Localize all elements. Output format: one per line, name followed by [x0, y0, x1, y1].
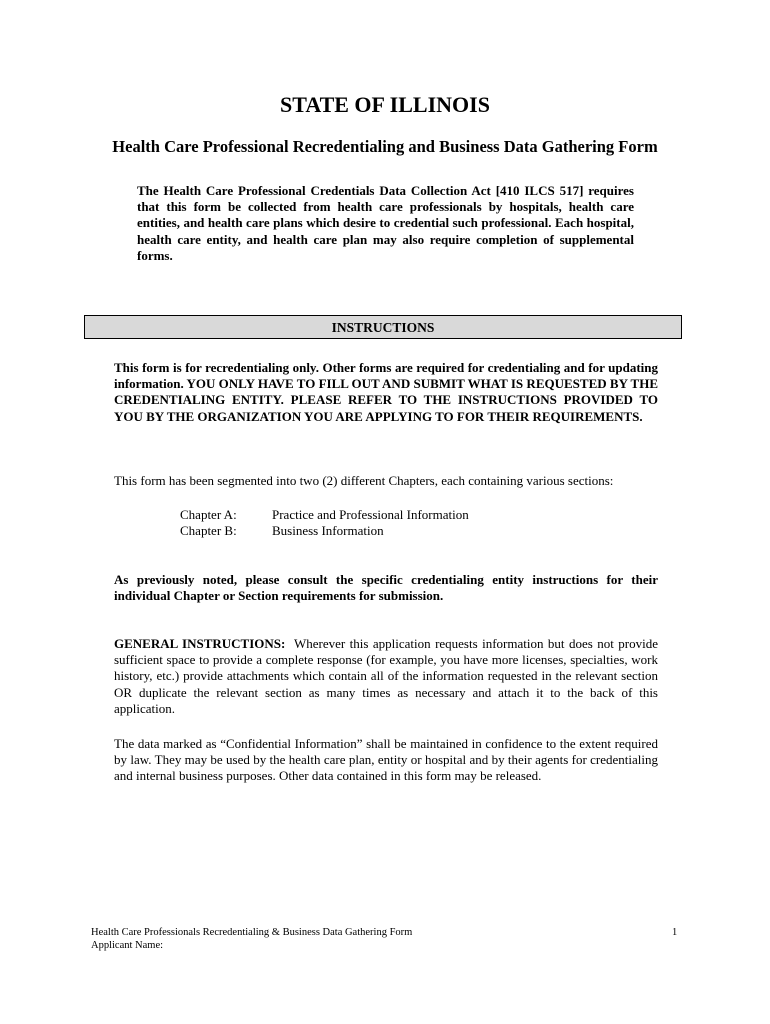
chapter-b-row — [180, 523, 469, 539]
general-instructions-text: Wherever this application requests information but does not provide sufficient space to provide a complete response (for example, you have more licenses, specialties, work history, etc.) provide attachments which contain all of the information requested in the relevant section OR duplicate the relevant section as many times as necessary and attach it to the back of this application. — [114, 636, 658, 716]
chapter-a-row — [180, 507, 469, 523]
chapter-a-label: Chapter A: — [180, 507, 237, 522]
recredentialing-notice: This form is for recredentialing only. Other forms are required for credentialing and for updating information. YOU ONLY HAVE TO FILL OUT AND SUBMIT WHAT IS REQUESTED BY THE CREDENTIALING ENTITY. PLEASE REFER TO THE INSTRUCTIONS PROVIDED TO YOU BY THE ORGANIZATION YOU ARE APPLYING TO FOR THEIR REQUIREMENTS. — [114, 360, 658, 424]
chapter-b-label: Chapter B: — [180, 523, 237, 539]
form-subtitle: Health Care Professional Recredentialing and Business Data Gathering Form — [112, 137, 658, 156]
footer-applicant-label: Applicant Name: — [91, 940, 164, 951]
footer-form-name: Health Care Professionals Recredentialing & Business Data Gathering Form — [91, 927, 413, 938]
chapter-a-name: Practice and Professional Information — [272, 507, 469, 522]
consult-notice: As previously noted, please consult the specific credentialing entity instructions for their individual Chapter or Section requirements for submission. — [114, 572, 658, 604]
page-title: STATE OF ILLINOIS — [280, 92, 490, 117]
segmented-paragraph: This form has been segmented into two (2) different Chapters, each containing various sections: — [114, 473, 614, 488]
general-instructions-lead: GENERAL INSTRUCTIONS: — [114, 636, 286, 651]
instructions-heading: INSTRUCTIONS — [84, 315, 682, 339]
general-instructions — [114, 636, 658, 717]
chapter-b-name: Business Information — [272, 523, 384, 539]
confidential-paragraph: The data marked as “Confidential Information” shall be maintained in confidence to the extent required by law. They may be used by the health care plan, entity or hospital and by their agents for credentialing and internal business purposes. Other data contained in this form may be released. — [114, 736, 658, 784]
page-number: 1 — [672, 927, 678, 938]
chapter-list — [180, 507, 469, 539]
page-footer — [91, 926, 412, 952]
intro-paragraph: The Health Care Professional Credentials Data Collection Act [410 ILCS 517] requires that this form be collected from health care professionals by hospitals, health care entities, and health care plans which desire to credential such professional. Each hospital, health care entity, and health care plan may also require completion of supplemental forms. — [137, 183, 634, 263]
